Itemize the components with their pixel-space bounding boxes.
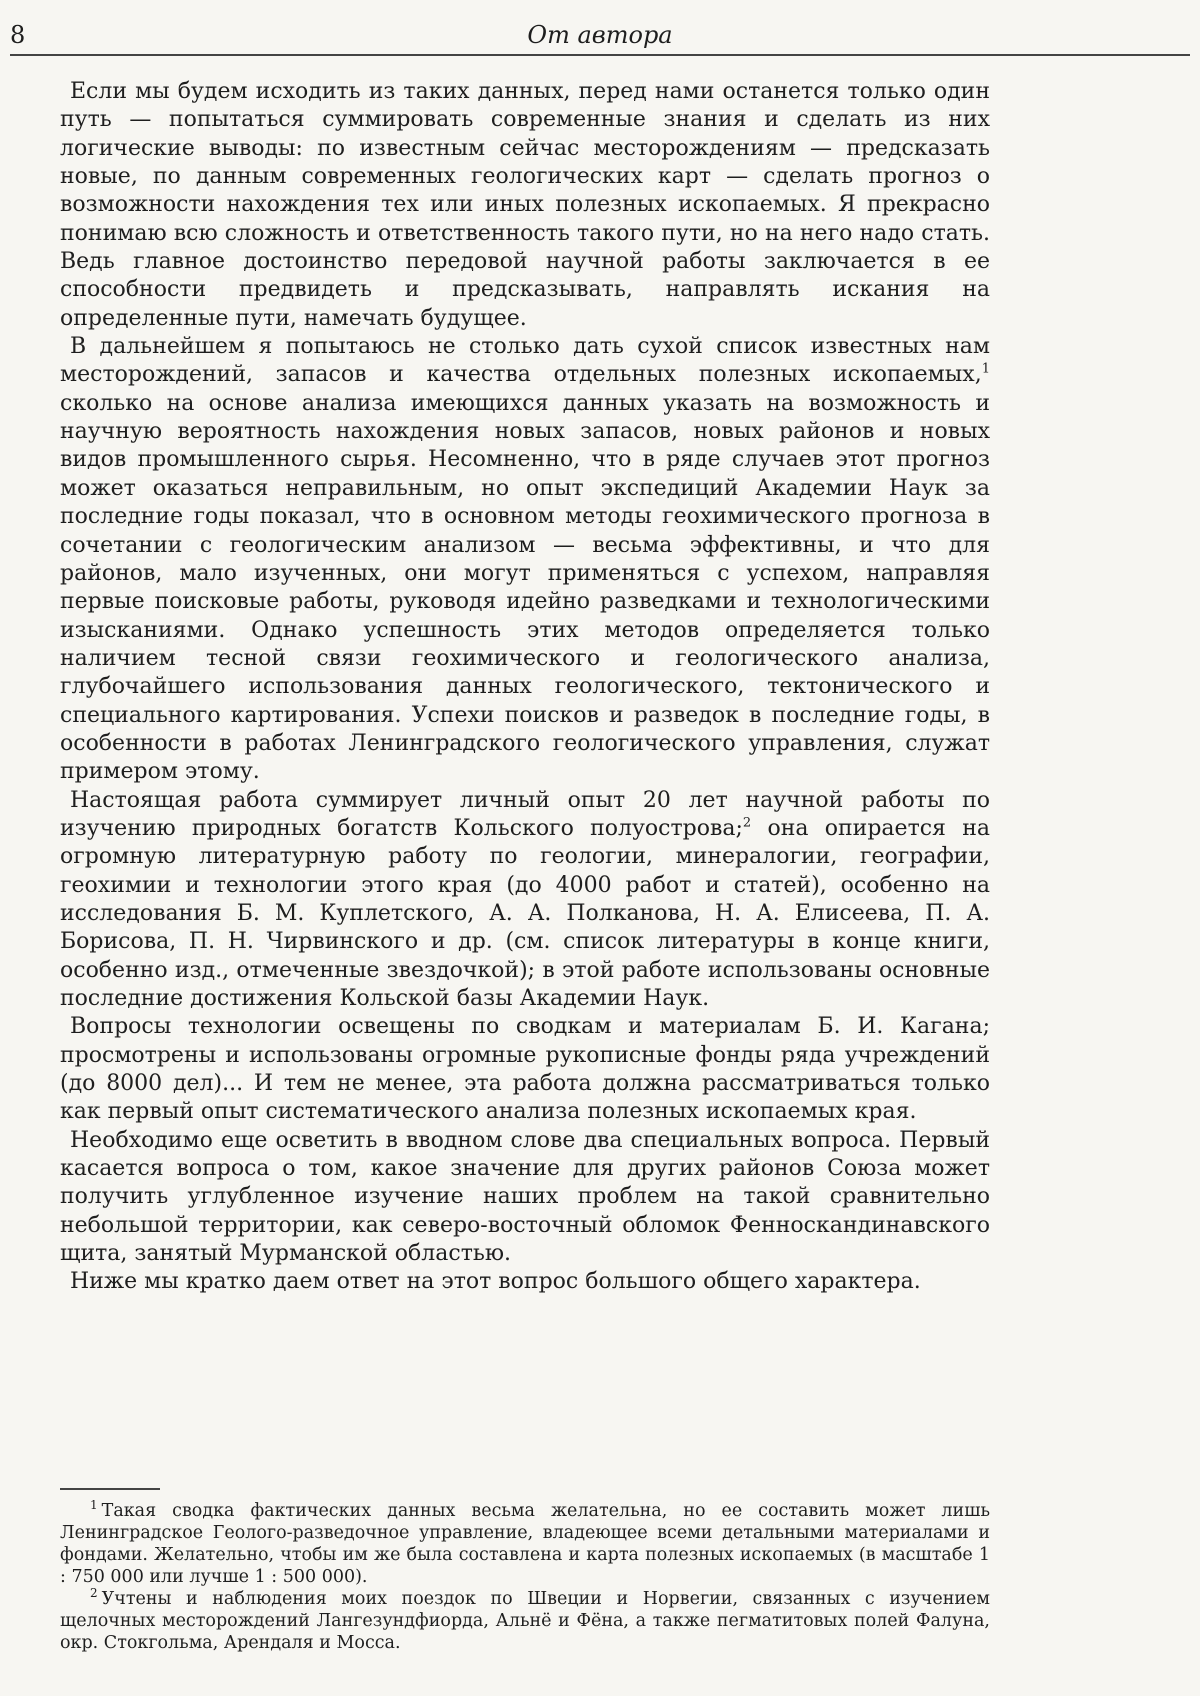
paragraph — [60, 787, 990, 1014]
footnote-marker: 1 — [90, 1498, 98, 1513]
footnote-separator — [60, 1488, 160, 1490]
footnote-ref: 1 — [981, 362, 990, 378]
paragraph-text: сколько на основе анализа имеющихся данных указать на возможность и научную вероятность нахождения новых запасов, новых районов и новых видов промышленного сырья. Несомненно, что в ряде случаев этот прогноз может оказаться неправильным, но опыт экспедиций Академии Наук за последние годы показал, что в основном методы геохимического прогноза в сочетании с геологическим анализом — весьма эффективны, и что для районов, мало изученных, они могут применяться с успехом, направляя первые поисковые работы, руководя идейно разведками и технологическими изысканиями. Однако успешность этих методов определяется только наличием тесной связи геохимического и геологического анализа, глубочайшего использования данных геологического, тектонического и специального картирования. Успехи поисков и разведок в последние годы, в особенности в работах Ленинградского геологического управления, служат примером этому. — [60, 390, 990, 785]
page-header — [10, 20, 1190, 50]
footnote — [60, 1588, 990, 1654]
footnote-text: Такая сводка фактических данных весьма желательна, но ее составить может лишь Ленинградское Геолого-разведочное управление, владеющее всеми детальными материалами и фондами. Желательно, чтобы им же была составлена и карта полезных ископаемых (в масштабе 1 : 750 000 или лучше 1 : 500 000). — [60, 1501, 990, 1587]
footnote-text: Учтены и наблюдения моих поездок по Швеции и Норвегии, связанных с изучением щелочных месторождений Лангезундфиорда, Альнё и Фёна, а также пегматитовых полей Фалуна, окр. Стокгольма, Арендаля и Мосса. — [60, 1589, 990, 1653]
paragraph — [60, 1268, 990, 1296]
running-title: От автора — [527, 21, 673, 49]
footnote-marker: 2 — [90, 1586, 98, 1601]
page-number: 8 — [10, 21, 26, 49]
paragraph-text: В дальнейшем я попытаюсь не столько дать сухой список известных нам месторождений, запасов и качества отдельных полезных ископаемых, — [60, 334, 990, 388]
paragraph-text: Необходимо еще осветить в вводном слове два специальных вопроса. Первый касается вопроса о том, какое значение для других районов Союза может получить углубленное изучение наших проблем на такой сравнительно небольшой территории, как северо-восточный обломок Фенноскандинавского щита, занятый Мурманской областью. — [60, 1127, 990, 1267]
header-rule — [10, 54, 1190, 56]
paragraph-text: Вопросы технологии освещены по сводкам и материалам Б. И. Кагана; просмотрены и использованы огромные рукописные фонды ряда учреждений (до 8000 дел)... И тем не менее, эта работа должна рассматриваться только как первый опыт систематического анализа полезных ископаемых края. — [60, 1014, 990, 1125]
paragraph-text: она опирается на огромную литературную работу по геологии, минералогии, географии, геохимии и технологии этого края (до 4000 работ и статей), особенно на исследования Б. М. Куплетского, А. А. Полканова, Н. А. Елисеева, П. А. Борисова, П. Н. Чирвинского и др. (см. список литературы в конце книги, особенно изд., отмеченные звездочкой); в этой работе использованы основные последние достижения Кольской базы Академии Наук. — [60, 815, 990, 1011]
main-text — [60, 78, 990, 1297]
footnote-ref: 2 — [742, 815, 752, 831]
footnote — [60, 1500, 990, 1588]
footnotes — [60, 1500, 990, 1654]
paragraph-text: Настоящая работа суммирует личный опыт 20 лет научной работы по изучению природных богатств Кольского полуострова; — [60, 787, 990, 841]
paragraph-text: Если мы будем исходить из таких данных, перед нами останется только один путь — попытаться суммировать современные знания и сделать из них логические выводы: по известным сейчас месторождениям — предсказать новые, по данным современных геологических карт — сделать прогноз о возможности нахождения тех или иных полезных ископаемых. Я прекрасно понимаю всю сложность и ответственность такого пути, но на него надо стать. Ведь главное достоинство передовой научной работы заключается в ее способности предвидеть и предсказывать, направлять искания на определенные пути, намечать будущее. — [60, 79, 990, 331]
paragraph — [60, 1013, 990, 1126]
paragraph — [60, 78, 990, 333]
paragraph — [60, 333, 990, 787]
paragraph — [60, 1127, 990, 1269]
paragraph-text: Ниже мы кратко даем ответ на этот вопрос большого общего характера. — [70, 1269, 921, 1295]
